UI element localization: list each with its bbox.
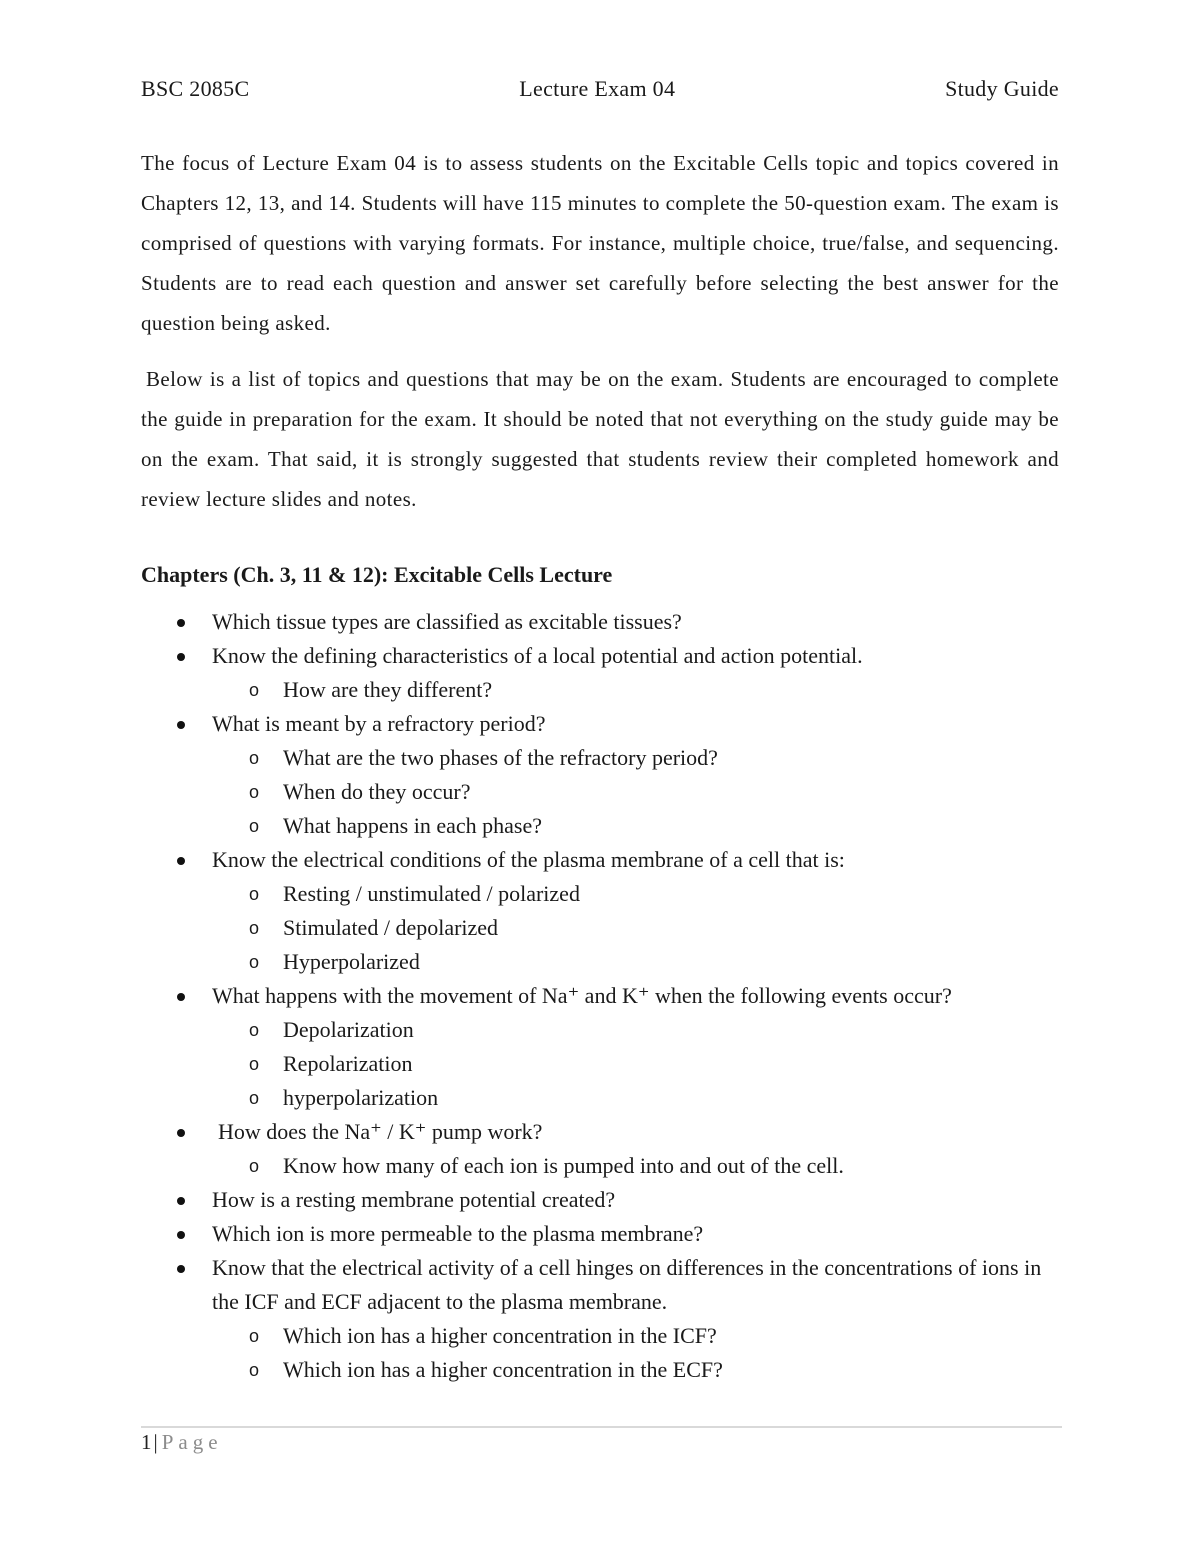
sub-list-item — [141, 911, 1063, 945]
header-exam: Lecture Exam 04 — [519, 76, 676, 101]
sub-bullet-icon: o — [249, 1156, 260, 1176]
sub-list-item — [141, 1013, 1063, 1047]
sub-bullet-icon: o — [249, 1326, 260, 1346]
intro-paragraph-2: Below is a list of topics and questions that may be on the exam. Students are encouraged to complete the guide in preparation for the exam. It should be noted that not everything on the study guide may be on the exam. That said, it is strongly suggested that students review their completed homework and review lecture slides and notes. — [141, 367, 1059, 511]
page-header — [141, 76, 1059, 102]
header-doc-type: Study Guide — [945, 76, 1059, 101]
list-item-text: Know how many of each ion is pumped into and out of the cell. — [283, 1153, 844, 1178]
list-item-text: Know the defining characteristics of a local potential and action potential. — [212, 643, 863, 668]
list-item — [141, 605, 1063, 639]
list-item-text: How are they different? — [283, 677, 493, 702]
list-item-text: Which ion has a higher concentration in the ICF? — [283, 1323, 717, 1348]
list-item-text: Stimulated / depolarized — [283, 915, 499, 940]
sub-bullet-icon: o — [249, 1360, 260, 1380]
list-item-text: Which ion is more permeable to the plasma membrane? — [212, 1221, 704, 1246]
list-item-text: How is a resting membrane potential created? — [212, 1187, 616, 1212]
list-item-text: What is meant by a refractory period? — [212, 711, 546, 736]
list-item-text: When do they occur? — [283, 779, 471, 804]
bullet-icon — [177, 619, 185, 627]
bullet-icon — [177, 857, 185, 865]
list-item — [141, 1251, 1063, 1319]
list-item-text: Know the electrical conditions of the plasma membrane of a cell that is: — [212, 847, 845, 872]
sub-bullet-icon: o — [249, 1054, 260, 1074]
footer-separator: | — [153, 1430, 158, 1454]
list-item-text: What are the two phases of the refractory period? — [283, 745, 718, 770]
list-item-text: What happens in each phase? — [283, 813, 542, 838]
sub-bullet-icon: o — [249, 1020, 260, 1040]
sub-bullet-icon: o — [249, 952, 260, 972]
list-item — [141, 1217, 1063, 1251]
bullet-icon — [177, 1197, 185, 1205]
bullet-icon — [177, 1265, 185, 1273]
sub-list-item — [141, 775, 1063, 809]
list-item — [141, 1183, 1063, 1217]
list-item-text: Repolarization — [283, 1051, 413, 1076]
sub-bullet-icon: o — [249, 816, 260, 836]
section-title: Chapters (Ch. 3, 11 & 12): Excitable Cells Lecture — [141, 562, 613, 587]
page-label: Page — [161, 1430, 223, 1454]
sub-list-item — [141, 809, 1063, 843]
sub-list-item — [141, 1081, 1063, 1115]
list-item-text: Depolarization — [283, 1017, 414, 1042]
sub-list-item — [141, 1149, 1063, 1183]
list-item-text: Hyperpolarized — [283, 949, 420, 974]
list-item — [141, 707, 1063, 741]
list-item — [141, 639, 1063, 673]
sub-bullet-icon: o — [249, 918, 260, 938]
sub-list-item — [141, 1353, 1063, 1387]
sub-list-item — [141, 1319, 1063, 1353]
intro-text — [141, 143, 1059, 519]
sub-bullet-icon: o — [249, 782, 260, 802]
list-item-text: Which ion has a higher concentration in the ECF? — [283, 1357, 723, 1382]
list-item-text: Which tissue types are classified as excitable tissues? — [212, 609, 682, 634]
sub-bullet-icon: o — [249, 1088, 260, 1108]
list-item-text: Resting / unstimulated / polarized — [283, 881, 580, 906]
bullet-icon — [177, 653, 185, 661]
list-item-text: How does the Na⁺ / K⁺ pump work? — [218, 1119, 543, 1144]
sub-bullet-icon: o — [249, 884, 260, 904]
bullet-icon — [177, 993, 185, 1001]
list-item — [141, 843, 1063, 877]
footer-divider — [141, 1426, 1062, 1428]
sub-list-item — [141, 945, 1063, 979]
list-item-text: hyperpolarization — [283, 1085, 439, 1110]
page-number: 1 — [141, 1430, 152, 1454]
sub-list-item — [141, 741, 1063, 775]
header-course: BSC 2085C — [141, 76, 250, 101]
sub-bullet-icon: o — [249, 748, 260, 768]
list-item-text: Know that the electrical activity of a cell hinges on differences in the concentrations of ions in the ICF and ECF adjacent to the plasma membrane. — [212, 1255, 1042, 1314]
intro-paragraph-1: The focus of Lecture Exam 04 is to assess students on the Excitable Cells topic and topics covered in Chapters 12, 13, and 14. Students will have 115 minutes to complete the 50-question exam. The exam is comprised of questions with varying formats. For instance, multiple choice, true/false, and sequencing. Students are to read each question and answer set carefully before selecting the best answer for the question being asked. — [141, 151, 1059, 335]
list-item — [141, 1115, 1063, 1149]
sub-list-item — [141, 1047, 1063, 1081]
topic-list — [141, 605, 1063, 1387]
bullet-icon — [177, 1231, 185, 1239]
page-footer — [141, 1430, 223, 1455]
sub-list-item — [141, 673, 1063, 707]
list-item — [141, 979, 1063, 1013]
bullet-icon — [177, 721, 185, 729]
sub-bullet-icon: o — [249, 680, 260, 700]
bullet-icon — [177, 1129, 185, 1137]
sub-list-item — [141, 877, 1063, 911]
list-item-text: What happens with the movement of Na⁺ and K⁺ when the following events occur? — [212, 983, 952, 1008]
